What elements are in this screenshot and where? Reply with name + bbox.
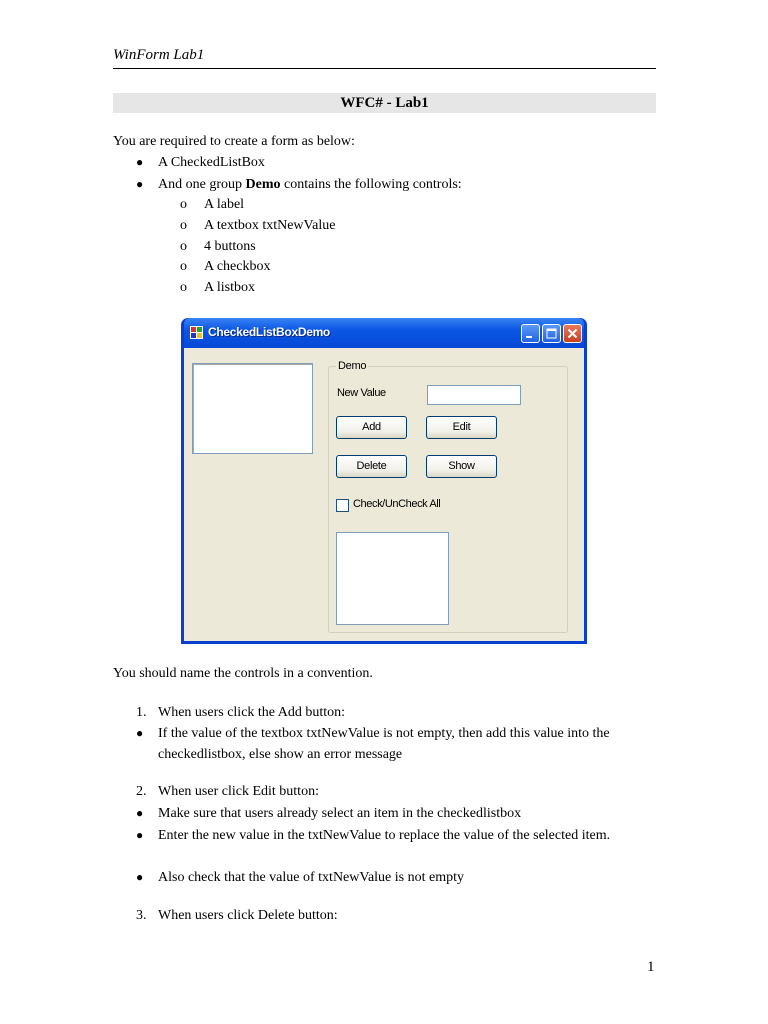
sub-list-item xyxy=(180,238,256,256)
demo-group-label: Demo xyxy=(338,360,367,372)
bullet-icon: ● xyxy=(136,155,144,169)
minimize-button[interactable] xyxy=(521,324,540,343)
new-value-label: New Value xyxy=(337,387,386,399)
step-bullet xyxy=(136,723,656,765)
step-bullet-text: Make sure that users already select an item in the checkedlistbox xyxy=(158,806,522,821)
list-box[interactable] xyxy=(336,532,449,625)
page-number: 1 xyxy=(647,959,655,975)
check-all-checkbox[interactable] xyxy=(336,499,349,512)
sub-list-item-text: A textbox txtNewValue xyxy=(204,218,336,233)
minimize-icon xyxy=(522,325,539,342)
step-bullet xyxy=(136,803,656,824)
intro-text: You are required to create a form as below: xyxy=(113,134,355,149)
step-title-text: When users click the Add button: xyxy=(158,705,346,720)
header-text: WinForm Lab1 xyxy=(113,47,205,63)
bullet-icon: ● xyxy=(136,726,144,740)
step-title xyxy=(136,783,319,801)
form-title: CheckedListBoxDemo xyxy=(208,325,330,339)
bullet-icon: ● xyxy=(136,870,144,884)
bullet-icon: ● xyxy=(136,806,144,820)
app-icon xyxy=(190,326,203,339)
step-bullet-text: Enter the new value in the txtNewValue to replace the value of the selected item. xyxy=(158,828,611,843)
form-window xyxy=(181,318,587,644)
list-item-text: contains the following controls: xyxy=(280,177,462,192)
maximize-button[interactable] xyxy=(542,324,561,343)
form-client-area xyxy=(184,348,584,641)
list-item-text: And one group xyxy=(158,177,246,192)
step-number: 3. xyxy=(136,908,147,923)
txtnewvalue-input[interactable] xyxy=(427,385,521,405)
delete-button[interactable]: Delete xyxy=(336,455,407,478)
maximize-icon xyxy=(543,325,560,342)
check-all-label[interactable]: Check/UnCheck All xyxy=(353,498,441,510)
list-item-bold-text: Demo xyxy=(245,177,281,192)
sub-list-item-text: A checkbox xyxy=(204,259,271,274)
edit-button[interactable]: Edit xyxy=(426,416,497,439)
form-title-bar[interactable] xyxy=(184,318,584,348)
bullet-icon: ● xyxy=(136,177,144,191)
sub-list-item xyxy=(180,217,335,235)
circle-bullet-icon: o xyxy=(180,280,187,295)
step-title xyxy=(136,704,345,722)
circle-bullet-icon: o xyxy=(180,239,187,254)
sub-list-item xyxy=(180,258,270,276)
list-item xyxy=(136,153,265,172)
step-number: 1. xyxy=(136,705,147,720)
circle-bullet-icon: o xyxy=(180,218,187,233)
step-number: 2. xyxy=(136,784,147,799)
step-title-text: When users click Delete button: xyxy=(158,908,338,923)
step-bullet-text: Also check that the value of txtNewValue is not empty xyxy=(158,870,464,885)
close-button[interactable] xyxy=(563,324,582,343)
close-icon xyxy=(564,325,581,342)
sub-list-item-text: A listbox xyxy=(204,280,255,295)
list-item-text: A CheckedListBox xyxy=(158,155,265,170)
circle-bullet-icon: o xyxy=(180,197,187,212)
step-title xyxy=(136,907,338,925)
step-bullet xyxy=(136,825,656,846)
step-bullet-text: If the value of the textbox txtNewValue is not empty, then add this value into the checkedlistbox, else show an error message xyxy=(158,726,610,762)
add-button[interactable]: Add xyxy=(336,416,407,439)
sub-list-item xyxy=(180,279,255,297)
circle-bullet-icon: o xyxy=(180,259,187,274)
list-item xyxy=(136,175,462,194)
naming-note: You should name the controls in a convention. xyxy=(113,666,373,681)
checked-list-box[interactable] xyxy=(192,363,313,454)
document-title: WFC# - Lab1 xyxy=(113,93,656,113)
show-button[interactable]: Show xyxy=(426,455,497,478)
sub-list-item xyxy=(180,196,244,214)
sub-list-item-text: A label xyxy=(204,197,245,212)
step-title-text: When user click Edit button: xyxy=(158,784,319,799)
sub-list-item-text: 4 buttons xyxy=(204,239,256,254)
page-header xyxy=(113,47,656,69)
bullet-icon: ● xyxy=(136,828,144,842)
step-bullet xyxy=(136,867,656,888)
